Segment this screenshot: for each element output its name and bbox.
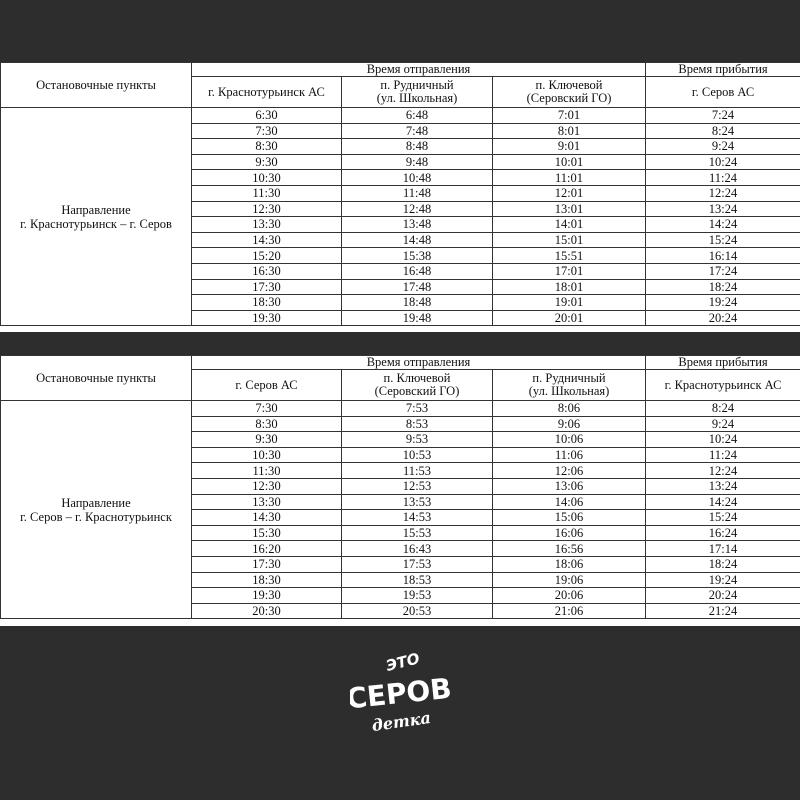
time-cell: 19:01 xyxy=(493,295,646,311)
time-cell: 16:43 xyxy=(342,541,493,557)
time-cell: 15:06 xyxy=(493,510,646,526)
time-cell: 11:24 xyxy=(646,170,800,186)
time-cell: 8:53 xyxy=(342,416,493,432)
time-cell: 20:30 xyxy=(192,603,342,619)
time-cell: 17:01 xyxy=(493,263,646,279)
time-cell: 15:20 xyxy=(192,248,342,264)
time-cell: 15:24 xyxy=(646,232,800,248)
time-cell: 19:48 xyxy=(342,310,493,326)
time-cell: 8:30 xyxy=(192,416,342,432)
time-cell: 14:01 xyxy=(493,217,646,233)
stop-name: п. Ключевой xyxy=(383,371,451,385)
time-cell: 13:01 xyxy=(493,201,646,217)
time-cell: 11:06 xyxy=(493,447,646,463)
time-cell: 14:24 xyxy=(646,494,800,510)
table-row xyxy=(1,401,800,417)
time-cell: 17:14 xyxy=(646,541,800,557)
time-cell: 10:24 xyxy=(646,432,800,448)
time-cell: 11:48 xyxy=(342,185,493,201)
stop-column-header xyxy=(646,77,800,108)
time-cell: 15:30 xyxy=(192,525,342,541)
stop-detail: (Серовский ГО) xyxy=(526,91,612,105)
time-cell: 12:01 xyxy=(493,185,646,201)
stop-name: п. Рудничный xyxy=(380,78,454,92)
time-cell: 11:24 xyxy=(646,447,800,463)
time-cell: 11:53 xyxy=(342,463,493,479)
time-cell: 21:24 xyxy=(646,603,800,619)
time-cell: 14:24 xyxy=(646,217,800,233)
time-cell: 12:48 xyxy=(342,201,493,217)
time-cell: 15:53 xyxy=(342,525,493,541)
stop-column-header xyxy=(192,77,342,108)
time-cell: 16:20 xyxy=(192,541,342,557)
time-cell: 14:30 xyxy=(192,510,342,526)
time-cell: 9:06 xyxy=(493,416,646,432)
time-cell: 16:48 xyxy=(342,263,493,279)
time-cell: 13:30 xyxy=(192,217,342,233)
time-cell: 11:01 xyxy=(493,170,646,186)
time-cell: 17:30 xyxy=(192,279,342,295)
time-cell: 9:48 xyxy=(342,154,493,170)
logo-graphic xyxy=(350,645,450,745)
time-cell: 14:48 xyxy=(342,232,493,248)
timetable xyxy=(0,355,800,619)
time-cell: 21:06 xyxy=(493,603,646,619)
time-cell: 18:30 xyxy=(192,295,342,311)
time-cell: 18:48 xyxy=(342,295,493,311)
time-cell: 19:24 xyxy=(646,295,800,311)
time-cell: 20:24 xyxy=(646,588,800,604)
time-cell: 9:30 xyxy=(192,432,342,448)
time-cell: 14:53 xyxy=(342,510,493,526)
stop-name: п. Рудничный xyxy=(532,371,606,385)
time-cell: 6:48 xyxy=(342,108,493,124)
stop-column-header xyxy=(342,370,493,401)
time-cell: 9:30 xyxy=(192,154,342,170)
time-cell: 13:06 xyxy=(493,478,646,494)
time-cell: 17:30 xyxy=(192,556,342,572)
time-cell: 14:30 xyxy=(192,232,342,248)
time-cell: 19:30 xyxy=(192,588,342,604)
direction-label: Направление xyxy=(61,495,131,510)
time-cell: 13:24 xyxy=(646,201,800,217)
time-cell: 6:30 xyxy=(192,108,342,124)
time-cell: 10:30 xyxy=(192,447,342,463)
time-cell: 12:06 xyxy=(493,463,646,479)
time-cell: 15:01 xyxy=(493,232,646,248)
time-cell: 8:24 xyxy=(646,401,800,417)
time-cell: 19:24 xyxy=(646,572,800,588)
time-cell: 7:30 xyxy=(192,123,342,139)
stop-name: г. Серов АС xyxy=(235,377,298,392)
time-cell: 8:01 xyxy=(493,123,646,139)
time-cell: 8:30 xyxy=(192,139,342,155)
time-cell: 15:51 xyxy=(493,248,646,264)
stop-column-header xyxy=(342,77,493,108)
time-cell: 19:06 xyxy=(493,572,646,588)
time-cell: 11:30 xyxy=(192,463,342,479)
time-cell: 15:38 xyxy=(342,248,493,264)
time-cell: 16:06 xyxy=(493,525,646,541)
time-cell: 9:24 xyxy=(646,416,800,432)
time-cell: 10:53 xyxy=(342,447,493,463)
time-cell: 11:30 xyxy=(192,185,342,201)
stop-name: г. Краснотурьинск АС xyxy=(208,84,325,99)
time-cell: 12:53 xyxy=(342,478,493,494)
time-cell: 20:06 xyxy=(493,588,646,604)
time-cell: 10:30 xyxy=(192,170,342,186)
schedule-table-serov-krasnoturinsk xyxy=(0,355,800,626)
stop-name: г. Серов АС xyxy=(691,84,755,99)
table-row xyxy=(1,108,800,124)
time-cell: 20:24 xyxy=(646,310,800,326)
time-cell: 18:06 xyxy=(493,556,646,572)
time-cell: 20:01 xyxy=(493,310,646,326)
time-cell: 18:30 xyxy=(192,572,342,588)
time-cell: 12:24 xyxy=(646,185,800,201)
logo-main-text: СЕРОВ xyxy=(350,671,450,716)
time-cell: 18:24 xyxy=(646,279,800,295)
stop-column-header xyxy=(192,370,342,401)
time-cell: 20:53 xyxy=(342,603,493,619)
time-cell: 16:24 xyxy=(646,525,800,541)
time-cell: 14:06 xyxy=(493,494,646,510)
time-cell: 13:24 xyxy=(646,478,800,494)
stops-header: Остановочные пункты xyxy=(1,63,192,108)
direction-route: г. Краснотурьинск – г. Серов xyxy=(20,216,172,231)
stop-name: г. Краснотурьинск АС xyxy=(664,377,782,392)
time-cell: 7:48 xyxy=(342,123,493,139)
direction-cell xyxy=(1,401,192,619)
direction-route: г. Серов – г. Краснотурьинск xyxy=(20,509,172,524)
time-cell: 10:48 xyxy=(342,170,493,186)
time-cell: 7:24 xyxy=(646,108,800,124)
departure-header: Время отправления xyxy=(192,356,646,370)
stops-header: Остановочные пункты xyxy=(1,356,192,401)
time-cell: 7:01 xyxy=(493,108,646,124)
arrival-header: Время прибытия xyxy=(646,356,800,370)
logo-top-text: ЭТО xyxy=(384,649,422,675)
time-cell: 12:24 xyxy=(646,463,800,479)
time-cell: 8:24 xyxy=(646,123,800,139)
time-cell: 12:30 xyxy=(192,201,342,217)
logo-bottom-text: детка xyxy=(370,708,432,736)
time-cell: 13:53 xyxy=(342,494,493,510)
time-cell: 8:48 xyxy=(342,139,493,155)
time-cell: 19:30 xyxy=(192,310,342,326)
time-cell: 18:01 xyxy=(493,279,646,295)
time-cell: 18:24 xyxy=(646,556,800,572)
stop-detail: (Серовский ГО) xyxy=(374,384,460,398)
timetable xyxy=(0,62,800,326)
time-cell: 10:01 xyxy=(493,154,646,170)
departure-header: Время отправления xyxy=(192,63,646,77)
direction-label: Направление xyxy=(61,202,131,217)
stop-detail: (ул. Школьная) xyxy=(528,384,610,398)
time-cell: 13:48 xyxy=(342,217,493,233)
time-cell: 18:53 xyxy=(342,572,493,588)
time-cell: 16:56 xyxy=(493,541,646,557)
arrival-header: Время прибытия xyxy=(646,63,800,77)
time-cell: 7:30 xyxy=(192,401,342,417)
time-cell: 9:53 xyxy=(342,432,493,448)
eto-serov-detka-logo xyxy=(350,645,450,745)
time-cell: 12:30 xyxy=(192,478,342,494)
direction-cell xyxy=(1,108,192,326)
time-cell: 19:53 xyxy=(342,588,493,604)
time-cell: 9:24 xyxy=(646,139,800,155)
stop-column-header xyxy=(493,77,646,108)
time-cell: 7:53 xyxy=(342,401,493,417)
time-cell: 9:01 xyxy=(493,139,646,155)
time-cell: 13:30 xyxy=(192,494,342,510)
time-cell: 17:24 xyxy=(646,263,800,279)
stop-name: п. Ключевой xyxy=(535,78,603,92)
time-cell: 10:06 xyxy=(493,432,646,448)
time-cell: 8:06 xyxy=(493,401,646,417)
stop-detail: (ул. Школьная) xyxy=(376,91,458,105)
schedule-table-krasnoturinsk-serov xyxy=(0,62,800,332)
stop-column-header xyxy=(493,370,646,401)
time-cell: 17:53 xyxy=(342,556,493,572)
time-cell: 10:24 xyxy=(646,154,800,170)
stop-column-header xyxy=(646,370,800,401)
time-cell: 16:30 xyxy=(192,263,342,279)
time-cell: 16:14 xyxy=(646,248,800,264)
time-cell: 15:24 xyxy=(646,510,800,526)
time-cell: 17:48 xyxy=(342,279,493,295)
